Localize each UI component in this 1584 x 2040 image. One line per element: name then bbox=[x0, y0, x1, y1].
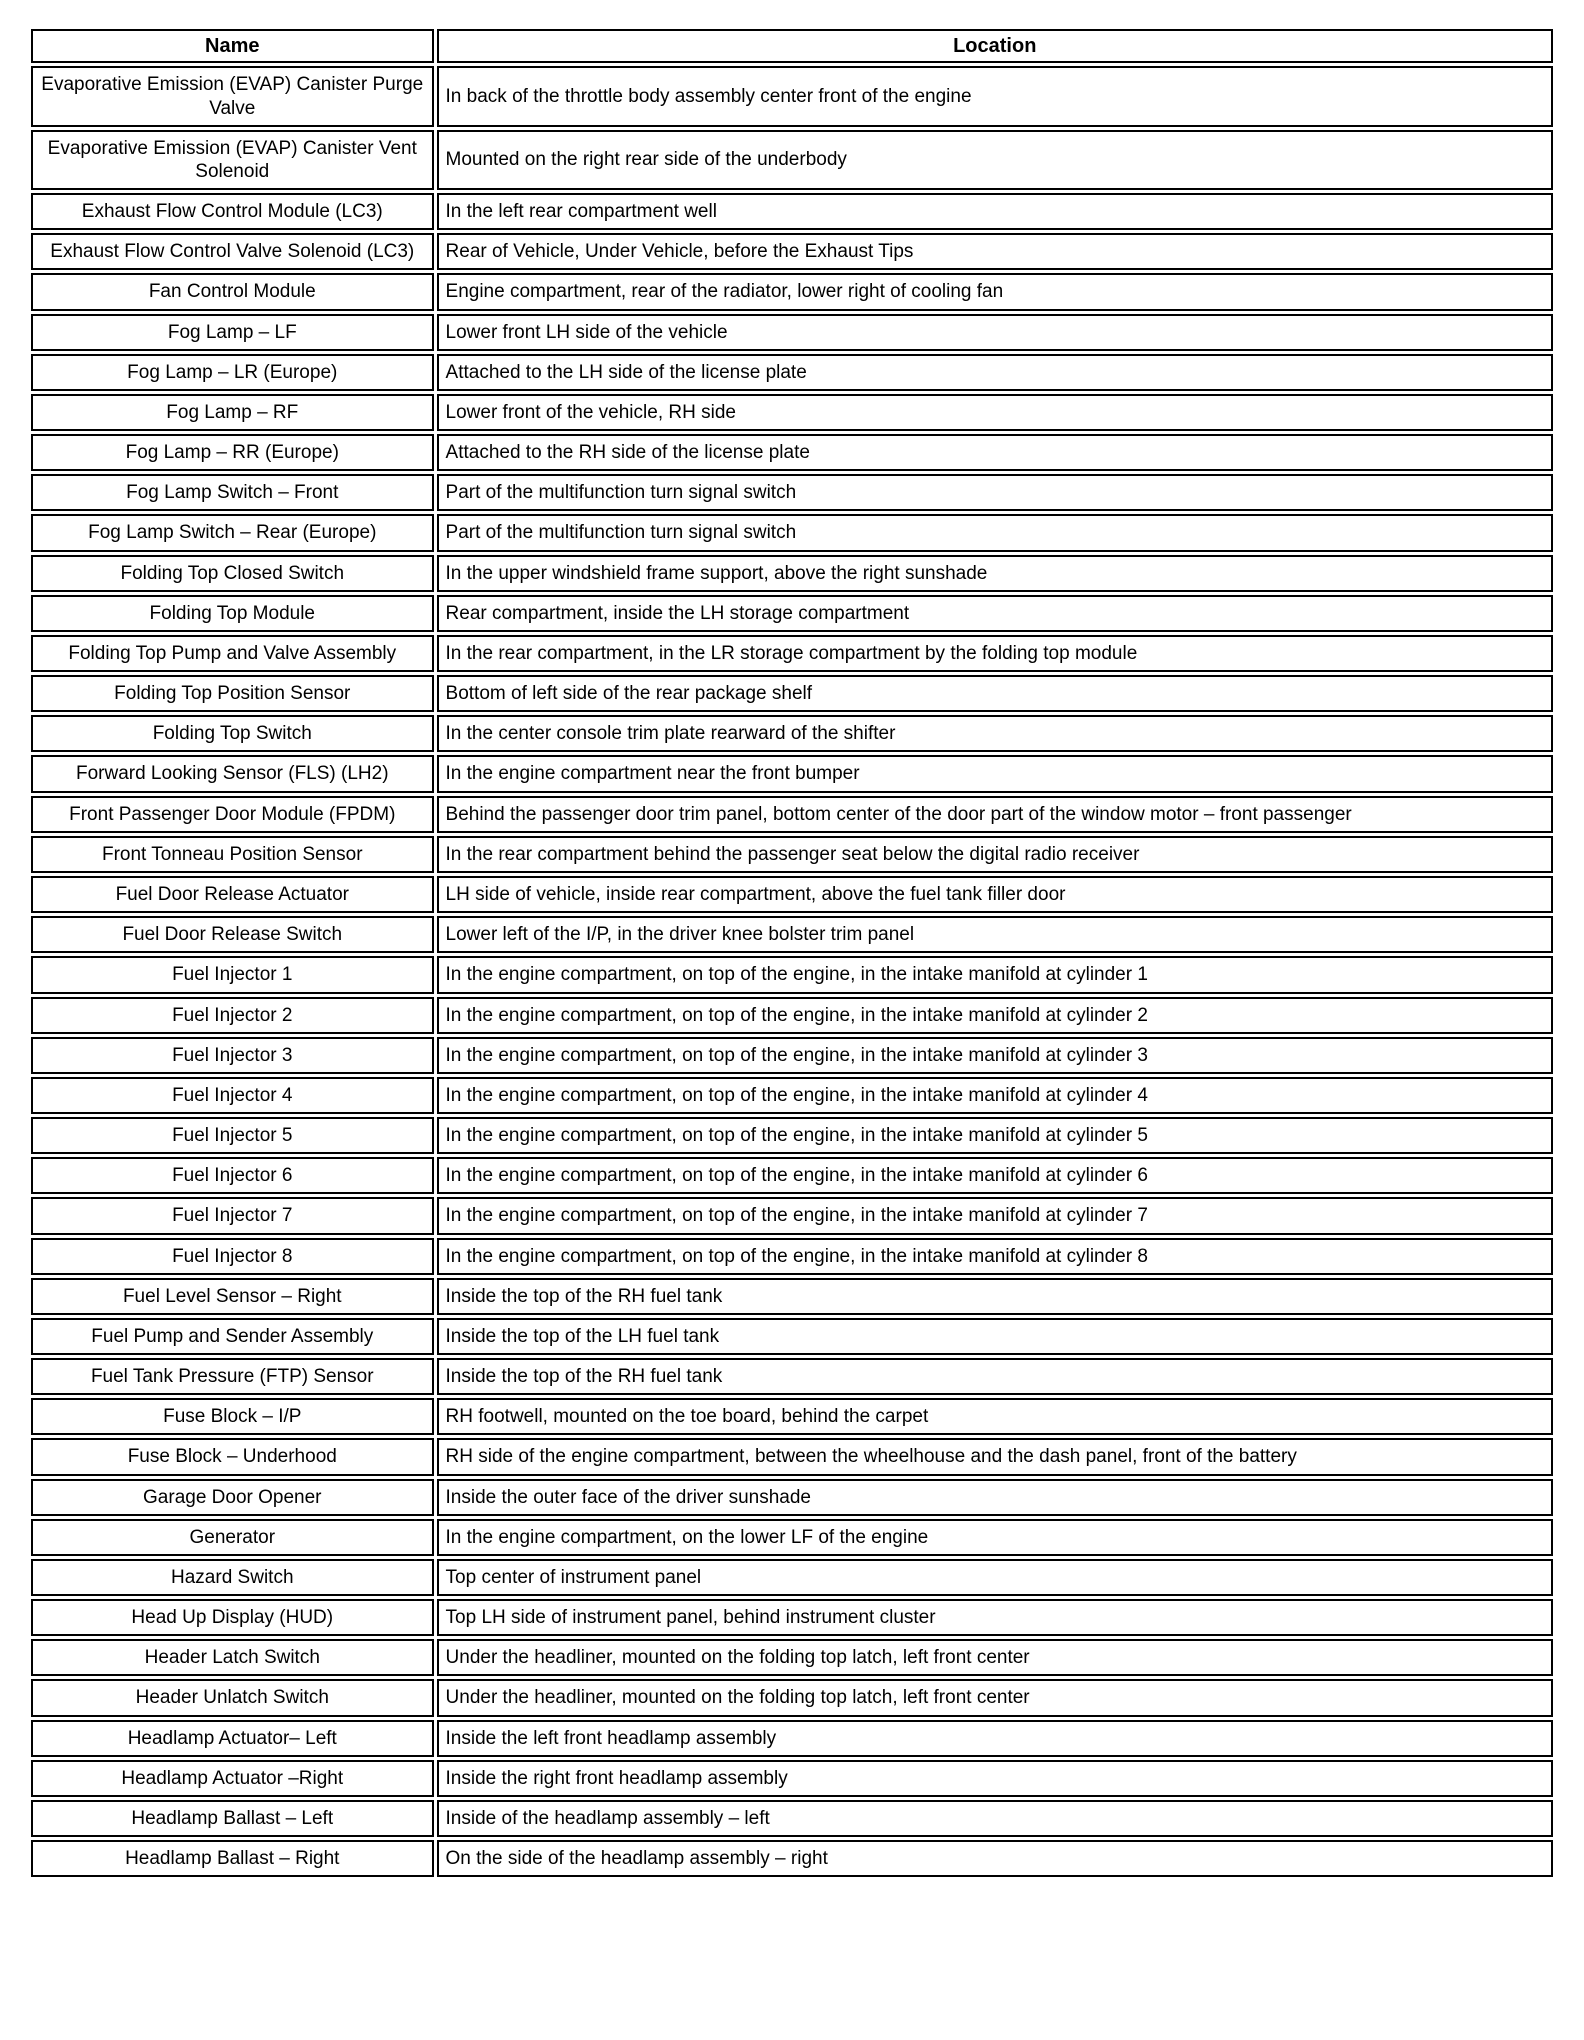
component-name-cell: Header Unlatch Switch bbox=[31, 1679, 434, 1716]
table-row bbox=[31, 876, 1553, 913]
component-location-cell: In the engine compartment, on top of the engine, in the intake manifold at cylinder 2 bbox=[437, 997, 1553, 1034]
component-name-cell: Fog Lamp – LF bbox=[31, 314, 434, 351]
component-location-cell: In the engine compartment, on top of the engine, in the intake manifold at cylinder 6 bbox=[437, 1157, 1553, 1194]
component-location-cell: Lower front of the vehicle, RH side bbox=[437, 394, 1553, 431]
component-location-cell: Lower left of the I/P, in the driver knee bolster trim panel bbox=[437, 916, 1553, 953]
component-name-cell: Fuel Door Release Switch bbox=[31, 916, 434, 953]
component-location-cell: Under the headliner, mounted on the folding top latch, left front center bbox=[437, 1639, 1553, 1676]
component-location-cell: Behind the passenger door trim panel, bottom center of the door part of the window motor – front passenger bbox=[437, 796, 1553, 833]
table-row bbox=[31, 1800, 1553, 1837]
table-row bbox=[31, 715, 1553, 752]
component-location-cell: Part of the multifunction turn signal switch bbox=[437, 474, 1553, 511]
table-row bbox=[31, 1519, 1553, 1556]
component-name-cell: Fuel Injector 2 bbox=[31, 997, 434, 1034]
table-row bbox=[31, 1077, 1553, 1114]
component-name-cell: Header Latch Switch bbox=[31, 1639, 434, 1676]
component-name-cell: Evaporative Emission (EVAP) Canister Purge Valve bbox=[31, 66, 434, 126]
table-row bbox=[31, 1438, 1553, 1475]
table-row bbox=[31, 354, 1553, 391]
table-row bbox=[31, 916, 1553, 953]
component-location-cell: Lower front LH side of the vehicle bbox=[437, 314, 1553, 351]
component-name-cell: Fuel Pump and Sender Assembly bbox=[31, 1318, 434, 1355]
component-name-cell: Head Up Display (HUD) bbox=[31, 1599, 434, 1636]
component-name-cell: Folding Top Closed Switch bbox=[31, 555, 434, 592]
component-location-cell: Top center of instrument panel bbox=[437, 1559, 1553, 1596]
component-location-cell: In the engine compartment, on top of the engine, in the intake manifold at cylinder 1 bbox=[437, 956, 1553, 993]
column-header-location: Location bbox=[437, 29, 1553, 63]
component-name-cell: Exhaust Flow Control Valve Solenoid (LC3) bbox=[31, 233, 434, 270]
component-name-cell: Fuse Block – I/P bbox=[31, 1398, 434, 1435]
component-name-cell: Fuse Block – Underhood bbox=[31, 1438, 434, 1475]
table-row bbox=[31, 755, 1553, 792]
table-row bbox=[31, 1559, 1553, 1596]
table-row bbox=[31, 130, 1553, 190]
component-location-cell: Part of the multifunction turn signal switch bbox=[437, 514, 1553, 551]
table-row bbox=[31, 1037, 1553, 1074]
table-row bbox=[31, 193, 1553, 230]
component-location-cell: Inside the left front headlamp assembly bbox=[437, 1720, 1553, 1757]
table-row bbox=[31, 675, 1553, 712]
component-name-cell: Fuel Tank Pressure (FTP) Sensor bbox=[31, 1358, 434, 1395]
component-location-cell: Mounted on the right rear side of the underbody bbox=[437, 130, 1553, 190]
component-location-cell: Inside the right front headlamp assembly bbox=[437, 1760, 1553, 1797]
component-name-cell: Fuel Injector 3 bbox=[31, 1037, 434, 1074]
component-name-cell: Hazard Switch bbox=[31, 1559, 434, 1596]
table-row bbox=[31, 1197, 1553, 1234]
table-row bbox=[31, 1157, 1553, 1194]
component-name-cell: Headlamp Actuator– Left bbox=[31, 1720, 434, 1757]
component-location-cell: In the left rear compartment well bbox=[437, 193, 1553, 230]
table-row bbox=[31, 1639, 1553, 1676]
table-row bbox=[31, 1840, 1553, 1877]
component-location-cell: In the rear compartment, in the LR storage compartment by the folding top module bbox=[437, 635, 1553, 672]
table-row bbox=[31, 314, 1553, 351]
component-name-cell: Fuel Injector 8 bbox=[31, 1238, 434, 1275]
component-location-cell: In back of the throttle body assembly center front of the engine bbox=[437, 66, 1553, 126]
component-location-cell: In the center console trim plate rearward of the shifter bbox=[437, 715, 1553, 752]
component-location-cell: In the rear compartment behind the passenger seat below the digital radio receiver bbox=[437, 836, 1553, 873]
component-location-cell: Rear compartment, inside the LH storage compartment bbox=[437, 595, 1553, 632]
component-location-cell: In the upper windshield frame support, above the right sunshade bbox=[437, 555, 1553, 592]
component-name-cell: Generator bbox=[31, 1519, 434, 1556]
component-name-cell: Folding Top Pump and Valve Assembly bbox=[31, 635, 434, 672]
component-location-cell: Attached to the LH side of the license plate bbox=[437, 354, 1553, 391]
component-location-cell: Inside of the headlamp assembly – left bbox=[437, 1800, 1553, 1837]
component-name-cell: Fuel Door Release Actuator bbox=[31, 876, 434, 913]
table-row bbox=[31, 233, 1553, 270]
table-row bbox=[31, 796, 1553, 833]
component-location-cell: In the engine compartment, on the lower LF of the engine bbox=[437, 1519, 1553, 1556]
table-row bbox=[31, 1679, 1553, 1716]
table-row bbox=[31, 474, 1553, 511]
component-name-cell: Fuel Injector 7 bbox=[31, 1197, 434, 1234]
component-name-cell: Fog Lamp – LR (Europe) bbox=[31, 354, 434, 391]
table-row bbox=[31, 273, 1553, 310]
component-name-cell: Headlamp Actuator –Right bbox=[31, 1760, 434, 1797]
component-name-cell: Folding Top Position Sensor bbox=[31, 675, 434, 712]
component-location-cell: Top LH side of instrument panel, behind instrument cluster bbox=[437, 1599, 1553, 1636]
table-row bbox=[31, 514, 1553, 551]
component-name-cell: Headlamp Ballast – Left bbox=[31, 1800, 434, 1837]
component-location-cell: Attached to the RH side of the license plate bbox=[437, 434, 1553, 471]
component-name-cell: Fog Lamp – RR (Europe) bbox=[31, 434, 434, 471]
component-name-cell: Front Passenger Door Module (FPDM) bbox=[31, 796, 434, 833]
table-row bbox=[31, 997, 1553, 1034]
component-name-cell: Forward Looking Sensor (FLS) (LH2) bbox=[31, 755, 434, 792]
table-row bbox=[31, 1398, 1553, 1435]
table-header-row bbox=[31, 29, 1553, 63]
component-name-cell: Fan Control Module bbox=[31, 273, 434, 310]
component-location-cell: Inside the top of the LH fuel tank bbox=[437, 1318, 1553, 1355]
component-location-cell: Inside the outer face of the driver sunshade bbox=[437, 1479, 1553, 1516]
table-row bbox=[31, 434, 1553, 471]
component-name-cell: Fog Lamp – RF bbox=[31, 394, 434, 431]
component-name-cell: Fog Lamp Switch – Rear (Europe) bbox=[31, 514, 434, 551]
component-name-cell: Evaporative Emission (EVAP) Canister Vent Solenoid bbox=[31, 130, 434, 190]
component-location-cell: LH side of vehicle, inside rear compartment, above the fuel tank filler door bbox=[437, 876, 1553, 913]
table-row bbox=[31, 1760, 1553, 1797]
component-name-cell: Fog Lamp Switch – Front bbox=[31, 474, 434, 511]
component-location-cell: Bottom of left side of the rear package shelf bbox=[437, 675, 1553, 712]
column-header-name: Name bbox=[31, 29, 434, 63]
component-location-cell: In the engine compartment, on top of the engine, in the intake manifold at cylinder 5 bbox=[437, 1117, 1553, 1154]
component-location-cell: On the side of the headlamp assembly – right bbox=[437, 1840, 1553, 1877]
table-row bbox=[31, 1479, 1553, 1516]
component-name-cell: Fuel Level Sensor – Right bbox=[31, 1278, 434, 1315]
component-name-cell: Headlamp Ballast – Right bbox=[31, 1840, 434, 1877]
component-location-cell: In the engine compartment, on top of the engine, in the intake manifold at cylinder 3 bbox=[437, 1037, 1553, 1074]
component-name-cell: Fuel Injector 5 bbox=[31, 1117, 434, 1154]
component-location-cell: Under the headliner, mounted on the folding top latch, left front center bbox=[437, 1679, 1553, 1716]
component-location-cell: Inside the top of the RH fuel tank bbox=[437, 1278, 1553, 1315]
component-name-cell: Garage Door Opener bbox=[31, 1479, 434, 1516]
table-row bbox=[31, 956, 1553, 993]
table-row bbox=[31, 635, 1553, 672]
component-location-cell: Rear of Vehicle, Under Vehicle, before the Exhaust Tips bbox=[437, 233, 1553, 270]
table-row bbox=[31, 1720, 1553, 1757]
component-location-cell: In the engine compartment, on top of the engine, in the intake manifold at cylinder 7 bbox=[437, 1197, 1553, 1234]
table-row bbox=[31, 394, 1553, 431]
table-row bbox=[31, 66, 1553, 126]
component-location-cell: In the engine compartment near the front bumper bbox=[437, 755, 1553, 792]
table-row bbox=[31, 1358, 1553, 1395]
component-name-cell: Exhaust Flow Control Module (LC3) bbox=[31, 193, 434, 230]
component-location-table bbox=[28, 26, 1556, 1880]
component-location-cell: RH side of the engine compartment, between the wheelhouse and the dash panel, front of the battery bbox=[437, 1438, 1553, 1475]
table-row bbox=[31, 555, 1553, 592]
component-location-cell: RH footwell, mounted on the toe board, behind the carpet bbox=[437, 1398, 1553, 1435]
table-row bbox=[31, 836, 1553, 873]
table-body bbox=[31, 66, 1553, 1877]
component-name-cell: Fuel Injector 6 bbox=[31, 1157, 434, 1194]
component-location-cell: Inside the top of the RH fuel tank bbox=[437, 1358, 1553, 1395]
component-name-cell: Front Tonneau Position Sensor bbox=[31, 836, 434, 873]
component-location-cell: In the engine compartment, on top of the engine, in the intake manifold at cylinder 8 bbox=[437, 1238, 1553, 1275]
table-row bbox=[31, 595, 1553, 632]
table-row bbox=[31, 1117, 1553, 1154]
table-row bbox=[31, 1238, 1553, 1275]
component-location-cell: Engine compartment, rear of the radiator, lower right of cooling fan bbox=[437, 273, 1553, 310]
table-row bbox=[31, 1318, 1553, 1355]
component-name-cell: Folding Top Switch bbox=[31, 715, 434, 752]
component-name-cell: Fuel Injector 4 bbox=[31, 1077, 434, 1114]
table-row bbox=[31, 1278, 1553, 1315]
component-name-cell: Folding Top Module bbox=[31, 595, 434, 632]
component-location-cell: In the engine compartment, on top of the engine, in the intake manifold at cylinder 4 bbox=[437, 1077, 1553, 1114]
component-name-cell: Fuel Injector 1 bbox=[31, 956, 434, 993]
table-row bbox=[31, 1599, 1553, 1636]
